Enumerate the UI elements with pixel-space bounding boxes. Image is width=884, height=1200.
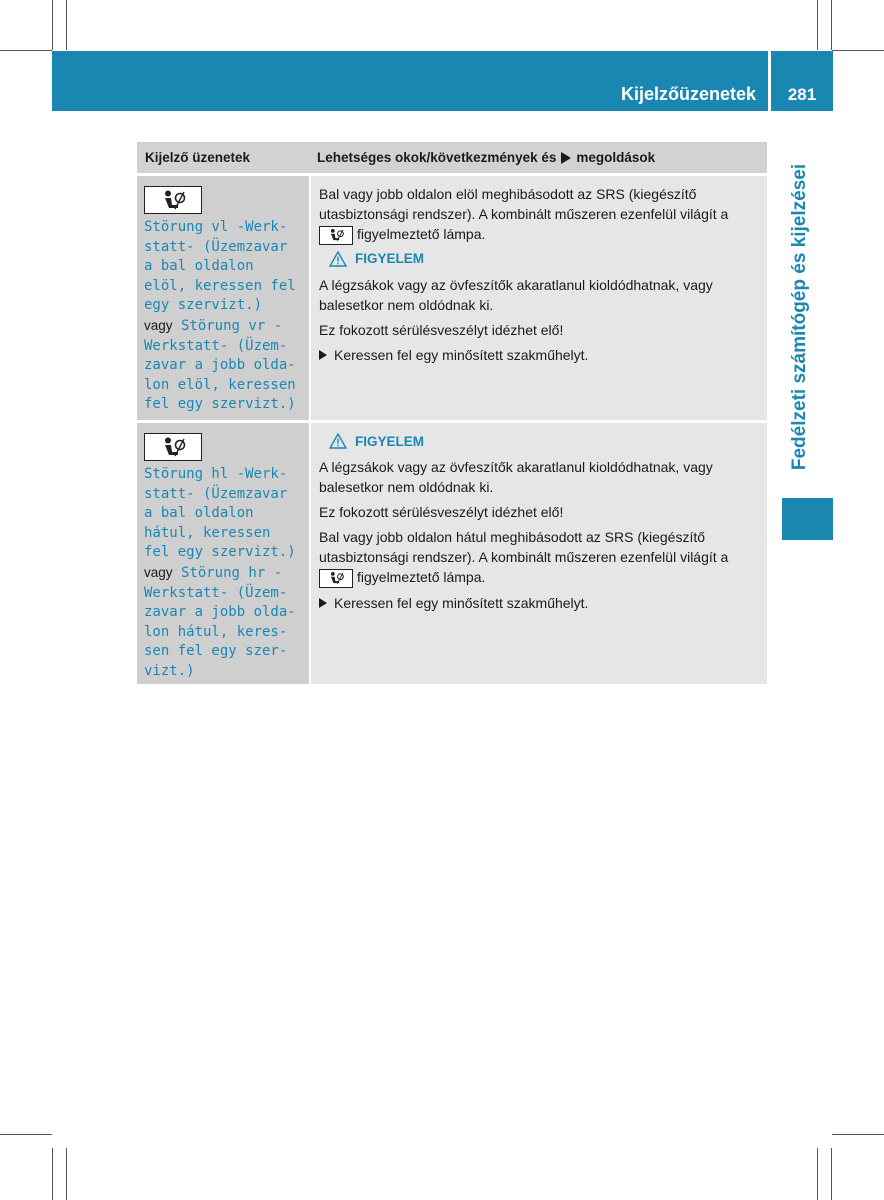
chapter-tab <box>782 498 833 540</box>
cause-text <box>319 184 759 245</box>
crop-mark <box>831 0 832 50</box>
table-row <box>137 423 767 684</box>
action-text: Keressen fel egy minősített szakműhelyt. <box>334 346 589 363</box>
airbag-warning-icon <box>144 186 202 214</box>
cause-text <box>319 527 759 588</box>
warning-heading <box>329 433 759 449</box>
warning-text: A légzsákok vagy az övfeszítők akaratlanul kioldódhatnak, vagy balesetkor nem oldódnak ki. <box>319 276 713 313</box>
arrow-right-icon <box>319 598 327 608</box>
side-chapter-title <box>780 142 820 492</box>
warning-label: FIGYELEM <box>355 251 425 266</box>
airbag-warning-icon <box>319 226 353 245</box>
crop-mark <box>831 1148 832 1200</box>
crop-mark <box>66 0 67 50</box>
page-number: 281 <box>787 85 817 104</box>
arrow-right-icon <box>561 152 571 164</box>
airbag-warning-icon <box>319 569 353 588</box>
cause-text-b: figyelmeztető lámpa. <box>357 226 486 242</box>
display-message: Störung vl -Werk- statt- (Üzemzavar a bal oldalon elöl, keressen fel egy szervizt.) <box>144 219 296 314</box>
warning-label: FIGYELEM <box>355 433 425 449</box>
action-item <box>319 345 759 365</box>
message-cell <box>137 176 309 420</box>
crop-mark <box>817 0 818 50</box>
or-word: vagy <box>144 564 173 580</box>
airbag-warning-icon <box>144 433 202 461</box>
header-bar <box>52 51 768 111</box>
table-header <box>137 142 767 173</box>
cause-text-b: figyelmeztető lámpa. <box>357 569 486 585</box>
risk-text: Ez fokozott sérülésveszélyt idézhet elő! <box>319 321 564 338</box>
display-message: Werkstatt- (Üzem- zavar a jobb olda- lon elöl, keressen fel egy szervizt.) <box>144 337 296 413</box>
col-header-messages: Kijelző üzenetek <box>145 150 251 165</box>
action-text: Keressen fel egy minősített szakműhelyt. <box>334 594 589 611</box>
crop-mark <box>66 1148 67 1200</box>
crop-mark <box>832 1134 884 1135</box>
action-item <box>319 593 759 613</box>
messages-table <box>137 142 767 684</box>
crop-mark <box>0 50 52 51</box>
display-message: Werkstatt- (Üzem- zavar a jobb olda- lon hátul, keres- sen fel egy szer- vizt.) <box>144 584 296 679</box>
crop-mark <box>52 1148 53 1200</box>
warning-text: A légzsákok vagy az övfeszítők akaratlanul kioldódhatnak, vagy balesetkor nem oldódnak ki. <box>319 459 713 495</box>
cause-cell <box>311 423 767 684</box>
crop-mark <box>817 1148 818 1200</box>
warning-triangle-icon <box>329 251 347 267</box>
risk-text: Ez fokozott sérülésveszélyt idézhet elő! <box>319 504 564 520</box>
display-message: Störung hl -Werk- statt- (Üzemzavar a bal oldalon hátul, keressen fel egy szervizt.) <box>144 466 296 561</box>
page-title: Kijelzőüzenetek <box>620 84 756 104</box>
warning-heading <box>329 251 759 267</box>
page-number-box <box>771 51 833 111</box>
crop-mark <box>52 0 53 50</box>
cause-text-a: Bal vagy jobb oldalon elöl meghibásodott az SRS (kiegészítő utasbiztonsági rendszer). A kombinált műszeren ezenfelül világít a <box>319 186 729 222</box>
arrow-right-icon <box>319 350 327 360</box>
crop-mark <box>0 1134 52 1135</box>
crop-mark <box>832 50 884 51</box>
warning-triangle-icon <box>329 433 347 449</box>
side-chapter-title-text: Fedélzeti számítógép és kijelzései <box>789 163 810 471</box>
display-message: Störung hr - <box>180 564 283 581</box>
display-message: Störung vr - <box>180 317 283 334</box>
col-header-causes <box>309 142 767 173</box>
col-header-causes-text: Lehetséges okok/következmények és <box>317 150 557 165</box>
or-word: vagy <box>144 317 173 333</box>
table-row <box>137 176 767 420</box>
cause-text-a: Bal vagy jobb oldalon hátul meghibásodott az SRS (kiegészítő utasbiztonsági rendszer). A kombinált műszeren ezenfelül világít a <box>319 529 729 565</box>
message-cell <box>137 423 309 684</box>
col-header-solutions-text: megoldások <box>576 150 656 165</box>
cause-cell <box>311 176 767 420</box>
